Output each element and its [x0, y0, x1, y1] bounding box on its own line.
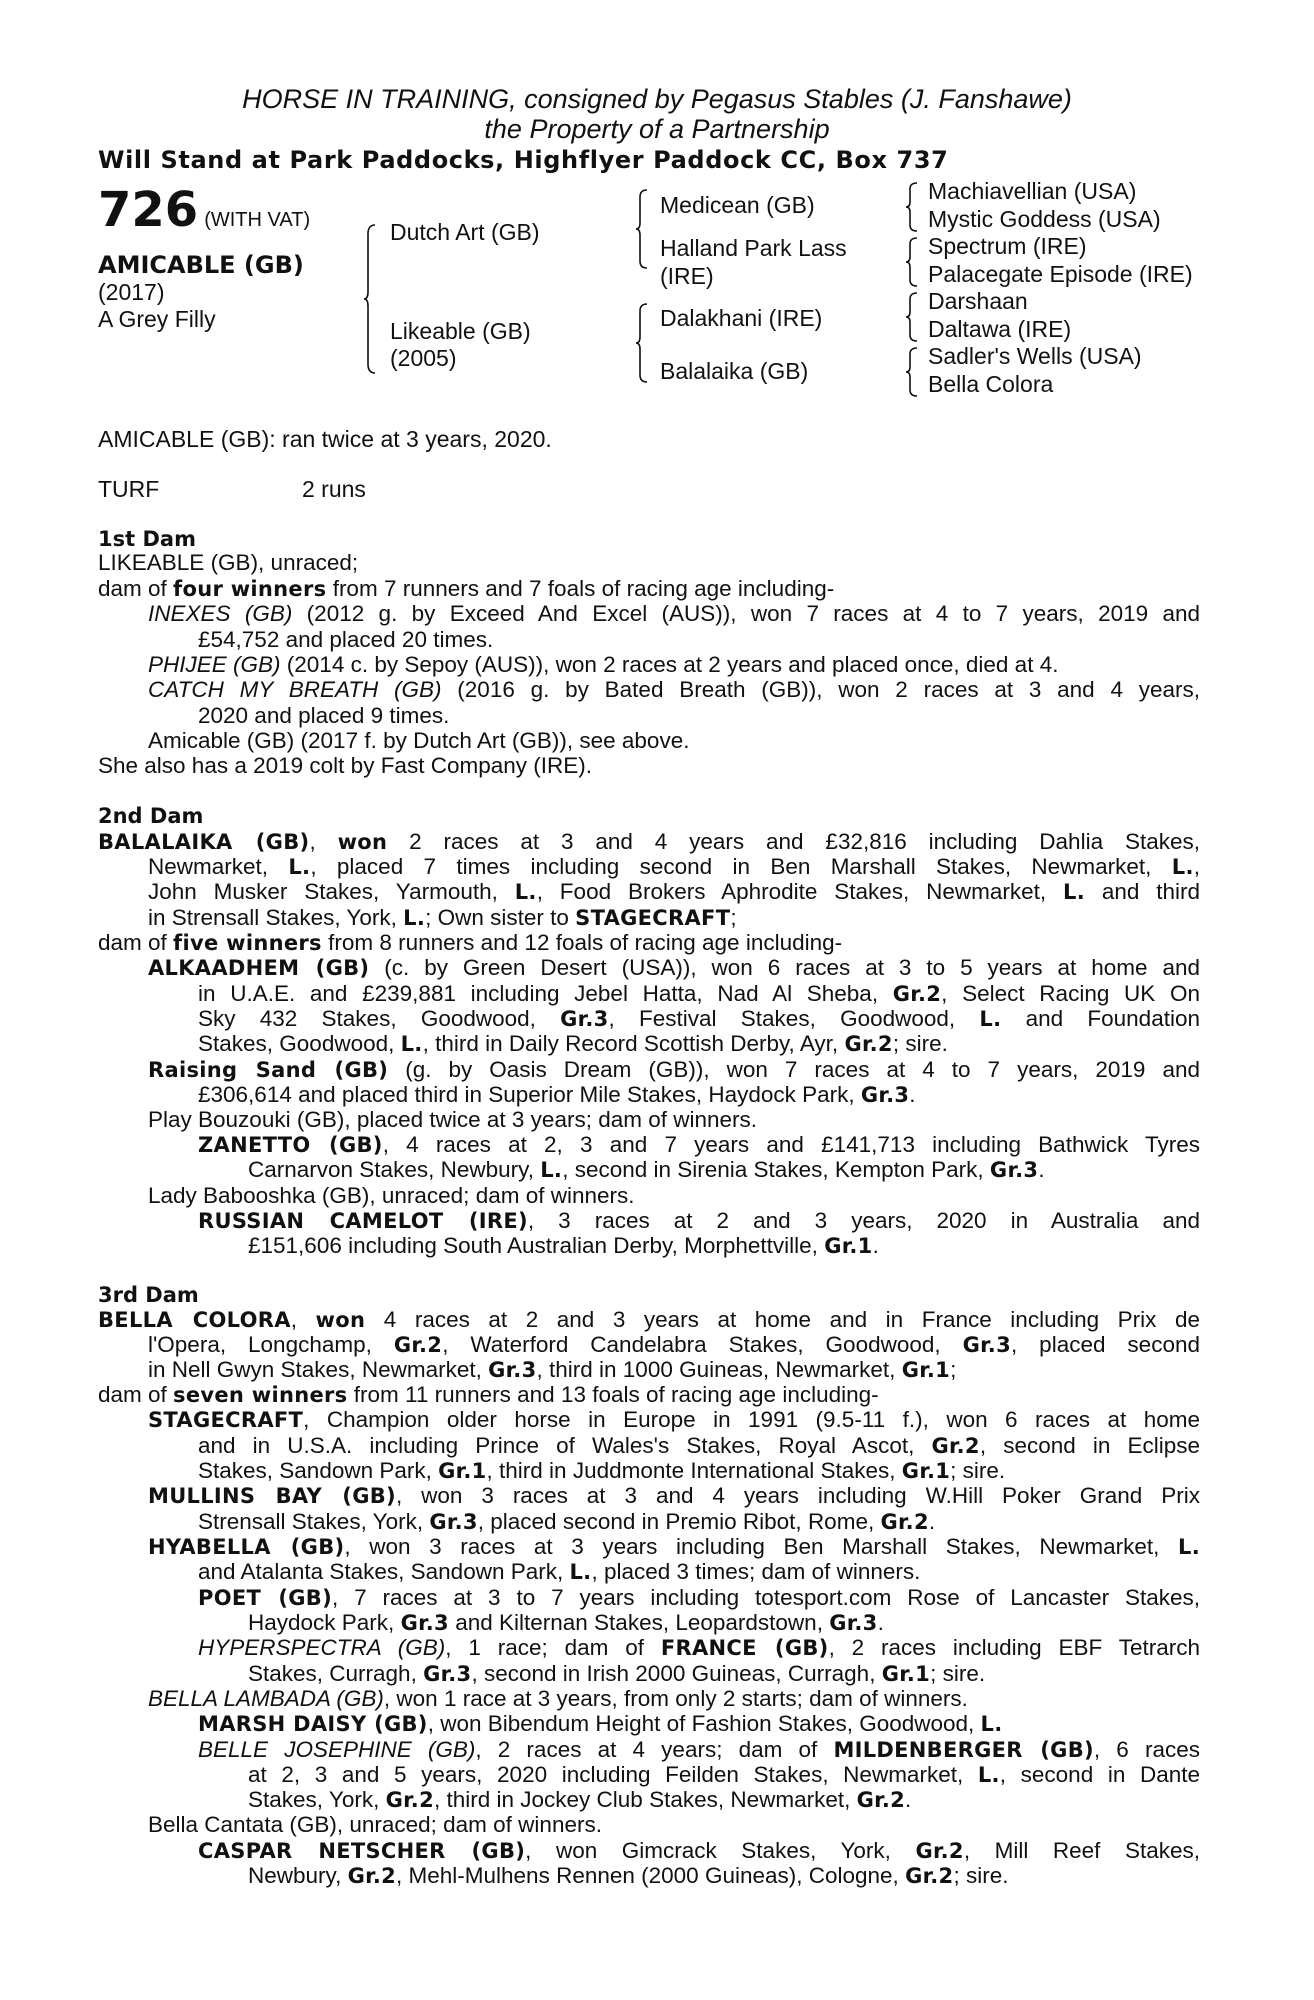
second-dam-line: in Strensall Stakes, York, L.; Own sister to STAGECRAFT; [148, 905, 737, 930]
third-dam-line: Stakes, Sandown Park, Gr.1, third in Juddmonte International Stakes, Gr.1; sire. [198, 1458, 1006, 1483]
pedigree-brace [635, 189, 649, 269]
consignment-line: HORSE IN TRAINING, consigned by Pegasus Stables (J. Fanshawe) [242, 84, 1072, 114]
pedigree-g3-4: Palacegate Episode (IRE) [928, 261, 1193, 287]
pedigree-dam: Likeable (GB) [390, 318, 531, 344]
third-dam-line: CASPAR NETSCHER (GB), won Gimcrack Stakes, York, Gr.2, Mill Reef Stakes, [198, 1838, 1200, 1863]
third-dam-line: HYPERSPECTRA (GB), 1 race; dam of FRANCE (GB), 2 races including EBF Tetrarch [198, 1635, 1201, 1660]
pedigree-brace [905, 292, 919, 342]
lot-number-value: 726 [98, 182, 199, 238]
pedigree-dam-dam: Balalaika (GB) [660, 358, 809, 384]
surface-label: TURF [98, 476, 160, 502]
lot-number [98, 182, 311, 238]
second-dam-line: Raising Sand (GB) (g. by Oasis Dream (GB)), won 7 races at 4 to 7 years, 2019 and [148, 1057, 1200, 1082]
third-dam-line: STAGECRAFT, Champion older horse in Europe in 1991 (9.5-11 f.), won 6 races at home [148, 1407, 1200, 1432]
third-dam-line: Haydock Park, Gr.3 and Kilternan Stakes, Leopardstown, Gr.3. [248, 1610, 884, 1635]
pedigree-g3-1: Machiavellian (USA) [928, 178, 1137, 204]
third-dam-line: BELLA LAMBADA (GB), won 1 race at 3 years, from only 2 starts; dam of winners. [148, 1686, 968, 1711]
second-dam-line: £151,606 including South Australian Derby, Morphettville, Gr.1. [248, 1233, 879, 1258]
second-dam-line: Play Bouzouki (GB), placed twice at 3 years; dam of winners. [148, 1107, 758, 1132]
property-line: the Property of a Partnership [484, 114, 830, 144]
pedigree-g3-7: Sadler's Wells (USA) [928, 343, 1142, 369]
pedigree-g3-6: Daltawa (IRE) [928, 316, 1072, 342]
second-dam-line: in U.A.E. and £239,881 including Jebel Hatta, Nad Al Sheba, Gr.2, Select Racing UK On [198, 981, 1200, 1006]
first-dam-line: dam of four winners from 7 runners and 7 foals of racing age including- [98, 576, 835, 601]
second-dam-heading: 2nd Dam [98, 804, 204, 828]
second-dam-line: Carnarvon Stakes, Newbury, L., second in Sirenia Stakes, Kempton Park, Gr.3. [248, 1157, 1045, 1182]
third-dam-line: dam of seven winners from 11 runners and 13 foals of racing age including- [98, 1382, 879, 1407]
third-dam-line: Stakes, Curragh, Gr.3, second in Irish 2000 Guineas, Curragh, Gr.1; sire. [248, 1661, 986, 1686]
runs-count: 2 runs [302, 476, 366, 502]
second-dam-line: BALALAIKA (GB), won 2 races at 3 and 4 years and £32,816 including Dahlia Stakes, [98, 829, 1200, 854]
third-dam-heading: 3rd Dam [98, 1283, 199, 1307]
first-dam-line: PHIJEE (GB) (2014 c. by Sepoy (AUS)), won 2 races at 2 years and placed once, died at 4. [148, 652, 1059, 677]
first-dam-line: She also has a 2019 colt by Fast Company (IRE). [98, 753, 592, 778]
horse-name: AMICABLE (GB) [98, 251, 304, 279]
first-dam-line: LIKEABLE (GB), unraced; [98, 550, 359, 575]
first-dam-heading: 1st Dam [98, 527, 196, 551]
third-dam-line: Stakes, York, Gr.2, third in Jockey Club Stakes, Newmarket, Gr.2. [248, 1787, 912, 1812]
second-dam-line: Lady Babooshka (GB), unraced; dam of winners. [148, 1183, 635, 1208]
pedigree-sire-dam-country: (IRE) [660, 263, 714, 289]
pedigree-sire: Dutch Art (GB) [390, 219, 540, 245]
third-dam-line: and Atalanta Stakes, Sandown Park, L., placed 3 times; dam of winners. [198, 1559, 921, 1584]
third-dam-line: MULLINS BAY (GB), won 3 races at 3 and 4 years including W.Hill Poker Grand Prix [148, 1483, 1200, 1508]
third-dam-line: Newbury, Gr.2, Mehl-Mulhens Rennen (2000 Guineas), Cologne, Gr.2; sire. [248, 1863, 1009, 1888]
third-dam-line: Bella Cantata (GB), unraced; dam of winners. [148, 1812, 602, 1837]
second-dam-line: John Musker Stakes, Yarmouth, L., Food Brokers Aphrodite Stakes, Newmarket, L. and third [148, 879, 1200, 904]
third-dam-line: BELLE JOSEPHINE (GB), 2 races at 4 years; dam of MILDENBERGER (GB), 6 races [198, 1737, 1200, 1762]
pedigree-brace [905, 347, 919, 397]
pedigree-brace [905, 182, 919, 232]
pedigree-brace [363, 224, 377, 374]
third-dam-line: Strensall Stakes, York, Gr.3, placed second in Premio Ribot, Rome, Gr.2. [198, 1509, 936, 1534]
pedigree-sire-dam: Halland Park Lass [660, 235, 847, 261]
pedigree-brace [635, 303, 649, 383]
second-dam-line: RUSSIAN CAMELOT (IRE), 3 races at 2 and 3 years, 2020 in Australia and [198, 1208, 1200, 1233]
second-dam-line: Newmarket, L., placed 7 times including second in Ben Marshall Stakes, Newmarket, L., [148, 854, 1200, 879]
first-dam-line: CATCH MY BREATH (GB) (2016 g. by Bated Breath (GB)), won 2 races at 3 and 4 years, [148, 677, 1200, 702]
third-dam-line: l'Opera, Longchamp, Gr.2, Waterford Candelabra Stakes, Goodwood, Gr.3, placed second [148, 1332, 1200, 1357]
first-dam-line: £54,752 and placed 20 times. [198, 627, 494, 652]
horse-description: A Grey Filly [98, 306, 216, 332]
first-dam-line: 2020 and placed 9 times. [198, 703, 450, 728]
pedigree-dam-sire: Dalakhani (IRE) [660, 305, 823, 331]
third-dam-line: MARSH DAISY (GB), won Bibendum Height of Fashion Stakes, Goodwood, L. [198, 1711, 1003, 1736]
second-dam-line: £306,614 and placed third in Superior Mile Stakes, Haydock Park, Gr.3. [198, 1082, 916, 1107]
pedigree-g3-5: Darshaan [928, 288, 1028, 314]
pedigree-g3-2: Mystic Goddess (USA) [928, 206, 1161, 232]
second-dam-line: Stakes, Goodwood, L., third in Daily Record Scottish Derby, Ayr, Gr.2; sire. [198, 1031, 948, 1056]
second-dam-line: ALKAADHEM (GB) (c. by Green Desert (USA)), won 6 races at 3 to 5 years at home and [148, 955, 1200, 980]
third-dam-line: POET (GB), 7 races at 3 to 7 years including totesport.com Rose of Lancaster Stakes, [198, 1585, 1200, 1610]
third-dam-line: BELLA COLORA, won 4 races at 2 and 3 years at home and in France including Prix de [98, 1307, 1200, 1332]
pedigree-brace [905, 237, 919, 287]
second-dam-line: Sky 432 Stakes, Goodwood, Gr.3, Festival Stakes, Goodwood, L. and Foundation [198, 1006, 1200, 1031]
horse-year: (2017) [98, 279, 165, 305]
third-dam-line: and in U.S.A. including Prince of Wales's Stakes, Royal Ascot, Gr.2, second in Eclipse [198, 1433, 1200, 1458]
pedigree-dam-year: (2005) [390, 345, 457, 371]
vat-note: (WITH VAT) [204, 209, 311, 231]
pedigree-g3-8: Bella Colora [928, 371, 1054, 397]
third-dam-line: HYABELLA (GB), won 3 races at 3 years including Ben Marshall Stakes, Newmarket, L. [148, 1534, 1200, 1559]
first-dam-line: INEXES (GB) (2012 g. by Exceed And Excel (AUS)), won 7 races at 4 to 7 years, 2019 and [148, 601, 1200, 626]
third-dam-line: at 2, 3 and 5 years, 2020 including Feilden Stakes, Newmarket, L., second in Dante [248, 1762, 1200, 1787]
race-record-summary: AMICABLE (GB): ran twice at 3 years, 2020. [98, 426, 552, 452]
first-dam-line: Amicable (GB) (2017 f. by Dutch Art (GB)), see above. [148, 728, 690, 753]
second-dam-line: ZANETTO (GB), 4 races at 2, 3 and 7 years and £141,713 including Bathwick Tyres [198, 1132, 1201, 1157]
third-dam-line: in Nell Gwyn Stakes, Newmarket, Gr.3, third in 1000 Guineas, Newmarket, Gr.1; [148, 1357, 957, 1382]
pedigree-sire-sire: Medicean (GB) [660, 192, 815, 218]
venue-line: Will Stand at Park Paddocks, Highflyer Paddock CC, Box 737 [98, 146, 949, 174]
second-dam-line: dam of five winners from 8 runners and 12 foals of racing age including- [98, 930, 843, 955]
pedigree-g3-3: Spectrum (IRE) [928, 233, 1087, 259]
